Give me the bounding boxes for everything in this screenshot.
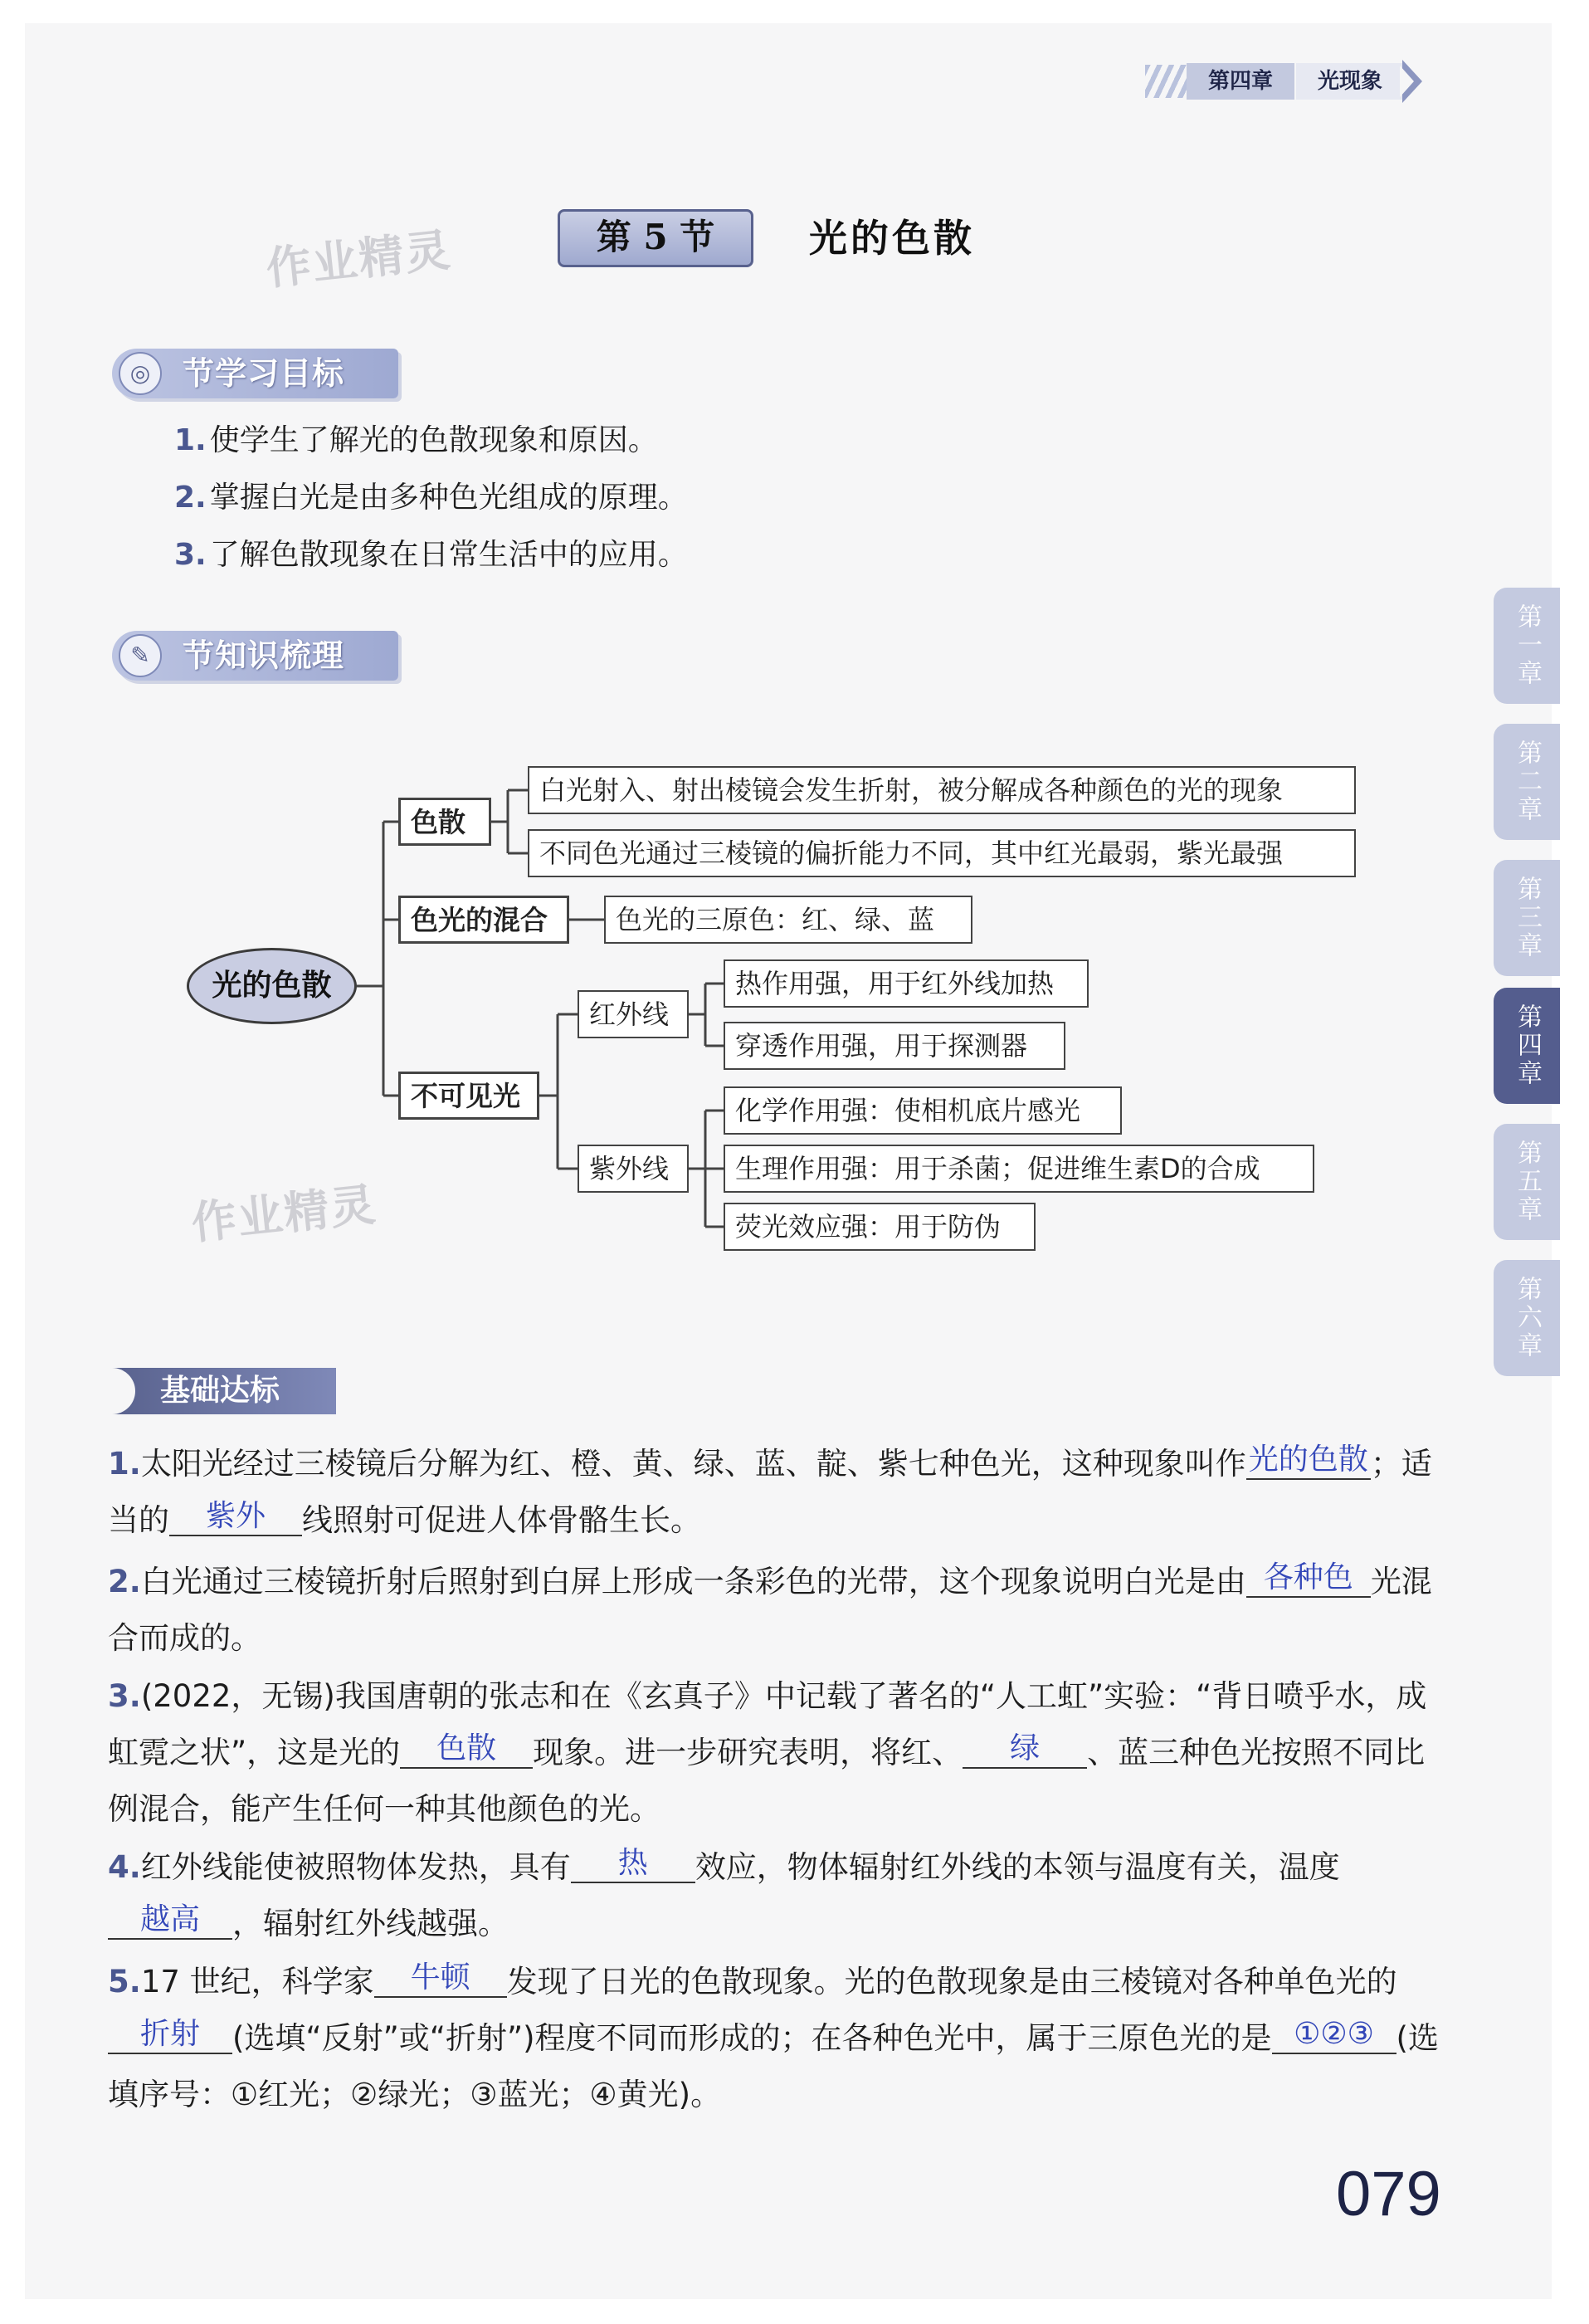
tab-chapter-1[interactable]: 第一章 [1494, 588, 1560, 704]
tab-chapter-2[interactable]: 第二章 [1494, 724, 1560, 840]
question-3: 3.(2022，无锡)我国唐朝的张志和在《玄真子》中记载了著名的“人工虹”实验：“背日喷乎水，成虹霓之状”，这是光的 色散 现象。进一步研究表明，将红、 绿 、蓝三种色光按照不同比例混合，能产生任何一种其他颜色的光。 [108, 1678, 1427, 1827]
watermark: 作业精灵 [188, 1178, 380, 1250]
ultraviolet-label: 紫外线 [578, 1145, 689, 1193]
answer-blank: 绿 [963, 1731, 1087, 1769]
question-1: 1.太阳光经过三棱镜后分解为红、橙、黄、绿、蓝、靛、紫七种色光，这种现象叫作光的色散；适当的 紫外 线照射可促进人体骨骼生长。 [108, 1443, 1432, 1538]
ultraviolet-item: 化学作用强：使相机底片感光 [724, 1086, 1122, 1135]
knowledge-heading-label: 节知识梳理 [183, 637, 345, 674]
watermark: 作业精灵 [263, 223, 455, 295]
category-mixing: 色光的混合 [398, 896, 569, 944]
section-badge: 第 5 节 [558, 209, 753, 267]
infrared-item: 热作用强，用于红外线加热 [724, 959, 1089, 1008]
objective-item: 3. 了解色散现象在日常生活中的应用。 [174, 538, 688, 572]
category-dispersion: 色散 [398, 798, 491, 846]
category-invisible: 不可见光 [398, 1072, 539, 1120]
answer-blank: 越高 [108, 1902, 232, 1940]
infrared-label: 红外线 [578, 990, 689, 1038]
objectives-heading-label: 节学习目标 [183, 355, 345, 392]
question-5: 5.17 世纪，科学家 牛顿 发现了日光的色散现象。光的色散现象是由三棱镜对各种单色光的折射 (选填“反射”或“折射”)程度不同而形成的；在各种色光中，属于三原色光的是 ①②③ (选填序号：①红光；②绿光；③蓝光；④黄光)。 [108, 1960, 1439, 2112]
tab-chapter-5[interactable]: 第五章 [1494, 1124, 1560, 1240]
answer-blank: 折射 [108, 2016, 232, 2054]
page-number: 079 [1336, 2159, 1441, 2229]
answer-blank: 各种色 [1246, 1560, 1371, 1598]
practice-heading: 基础达标 [112, 1368, 336, 1414]
answer-blank: 色散 [400, 1731, 533, 1769]
answer-blank: 热 [571, 1845, 695, 1883]
answer-blank: 光的色散 [1246, 1442, 1371, 1480]
question-2: 2.白光通过三棱镜折射后照射到白屏上形成一条彩色的光带，这个现象说明白光是由 各种色 光混合而成的。 [108, 1560, 1432, 1656]
dispersion-item: 不同色光通过三棱镜的偏折能力不同，其中红光最弱，紫光最强 [528, 829, 1356, 877]
objective-item: 2. 掌握白光是由多种色光组成的原理。 [174, 481, 688, 515]
breadcrumb-chapter: 第四章 [1187, 63, 1294, 100]
target-icon: ◎ [119, 352, 162, 395]
question-4: 4.红外线能使被照物体发热，具有 热 效应，物体辐射红外线的本领与温度有关，温度越高 ，辐射红外线越强。 [108, 1846, 1340, 1941]
tab-chapter-6[interactable]: 第六章 [1494, 1260, 1560, 1376]
objective-item: 1. 使学生了解光的色散现象和原因。 [174, 423, 658, 457]
ultraviolet-item: 荧光效应强：用于防伪 [724, 1203, 1036, 1251]
tab-chapter-4[interactable]: 第四章 [1494, 988, 1560, 1104]
tab-chapter-3[interactable]: 第三章 [1494, 860, 1560, 976]
page-title: 光的色散 [809, 216, 975, 261]
notepad-icon: ✎ [119, 634, 162, 677]
mind-map-center: 光的色散 [187, 948, 357, 1024]
answer-blank: ①②③ [1272, 2016, 1396, 2054]
breadcrumb-topic: 光现象 [1296, 63, 1404, 100]
dispersion-item: 白光射入、射出棱镜会发生折射，被分解成各种颜色的光的现象 [528, 766, 1356, 814]
answer-blank: 牛顿 [374, 1960, 507, 1998]
answer-blank: 紫外 [169, 1498, 302, 1536]
infrared-item: 穿透作用强，用于探测器 [724, 1022, 1065, 1070]
ultraviolet-item: 生理作用强：用于杀菌；促进维生素D的合成 [724, 1145, 1314, 1193]
mixing-item: 色光的三原色：红、绿、蓝 [604, 896, 972, 944]
